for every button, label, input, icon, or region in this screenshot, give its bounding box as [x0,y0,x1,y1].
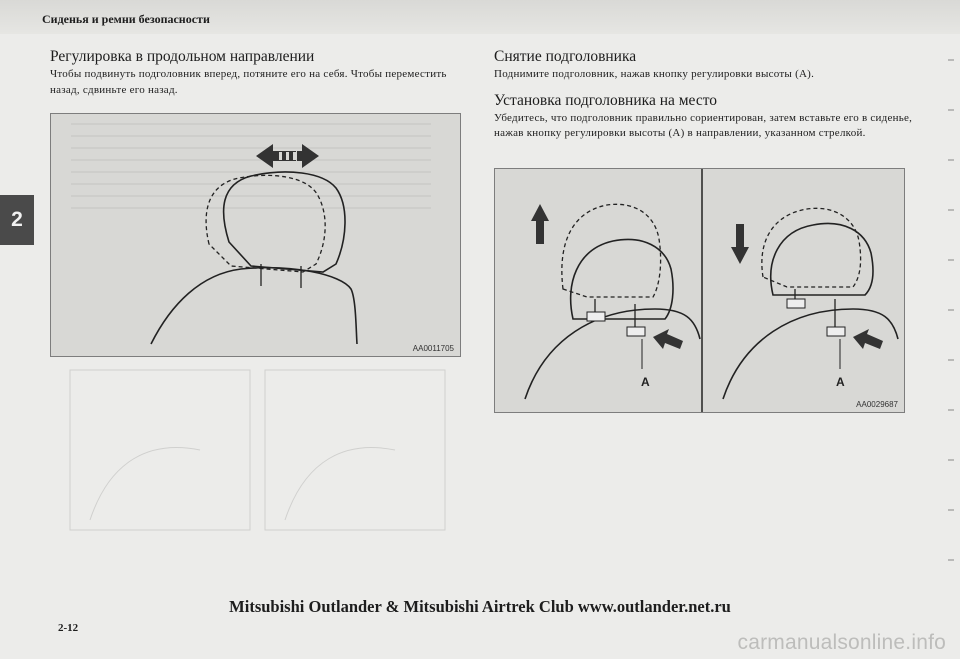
club-footer: Mitsubishi Outlander & Mitsubishi Airtrek Club www.outlander.net.ru [229,597,731,616]
push-arrow-icon [853,329,883,349]
heading-removal: Снятие подголовника [494,48,637,65]
bleed-through-illustration [50,360,460,540]
page-number: 2-12 [58,622,79,634]
arrow-up-icon [531,204,549,244]
heading-installation: Установка подголовника на место [494,91,718,109]
heading-longitudinal-adjustment: Регулировка в продольном направлении [50,48,315,65]
text-installation: Убедитесь, что подголовник правильно сориентирован, затем вставьте его в сиденье, нажав кнопку регулировки высоты (A) в направлении, указанном стрелкой. [494,111,913,139]
text-longitudinal-adjustment: Чтобы подвинуть подголовник вперед, потяните его на себя. Чтобы переместить назад, сдвиньте его назад. [50,68,447,96]
push-arrow-icon [653,329,683,349]
label-button-a: A [641,375,650,389]
section-title: Сиденья и ремни безопасности [42,12,210,26]
figure-headrest-removal-installation [494,168,905,413]
header-bar [0,0,960,34]
page-edge-marks [948,40,954,600]
text-removal: Поднимите подголовник, нажав кнопку регулировки высоты (A). [494,68,815,80]
left-column [50,48,460,98]
figure-code: AA0029687 [856,400,898,409]
figure-code: AA0011705 [412,344,454,353]
arrow-down-icon [731,224,749,264]
chapter-tab: 2 [0,195,34,245]
figure-headrest-forward-back [50,113,461,357]
label-button-a: A [836,375,845,389]
watermark: carmanualsonline.info [737,631,946,654]
ghost-seat-illustration [50,360,460,540]
headrest-forward-back-illustration [51,114,460,356]
right-column [494,48,914,142]
